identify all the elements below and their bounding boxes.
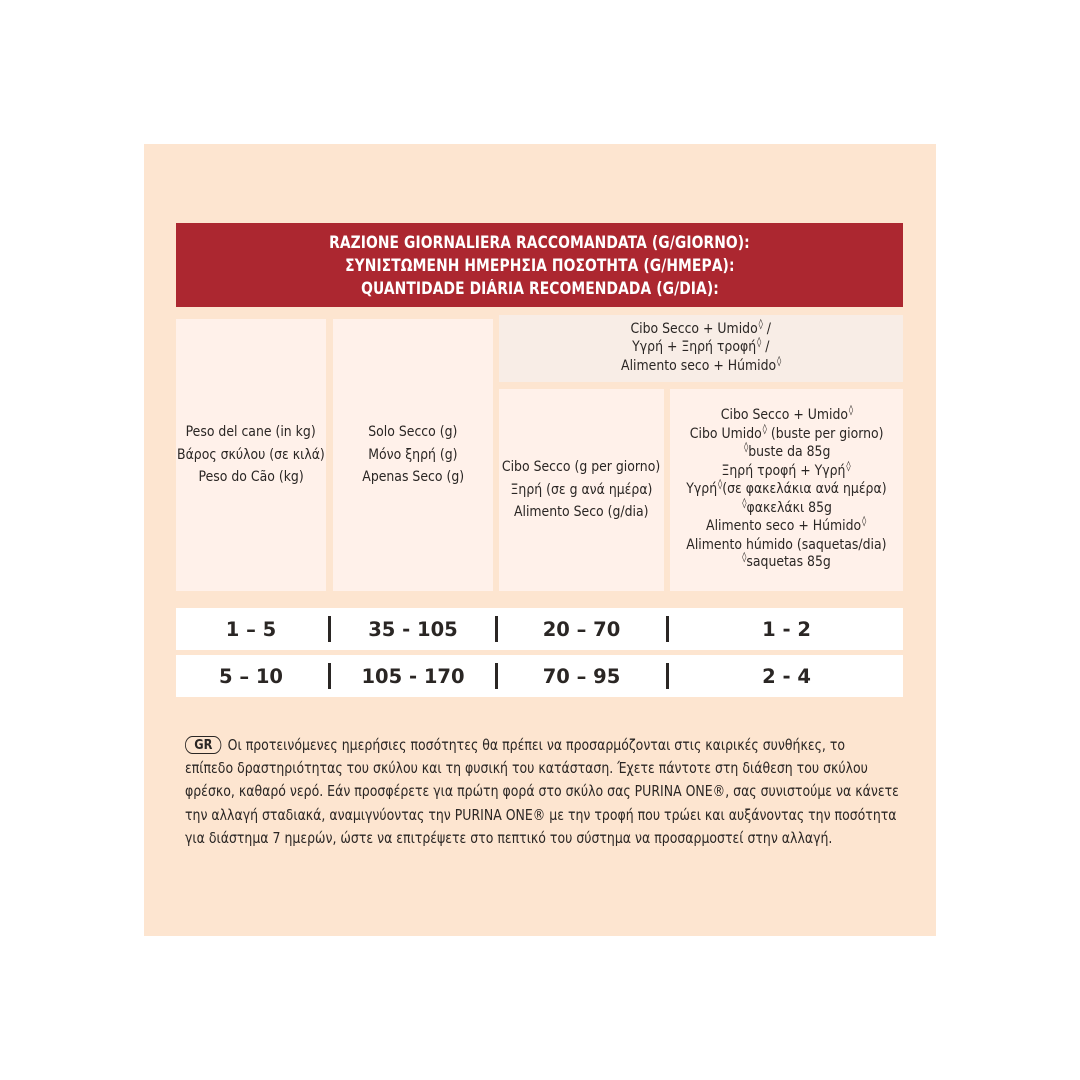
mixed-group-label-pt: Alimento seco + Húmido◊ <box>620 355 782 374</box>
column-header-wet-mixed <box>670 389 903 591</box>
wet-mixed-line-6: ◊φακελάκι 85g <box>742 497 832 516</box>
row-dry-mixed: 20 – 70 <box>542 617 621 641</box>
wet-mixed-line-5: Υγρή◊(σε φακελάκια ανά ημέρα) <box>686 479 887 498</box>
column-group-header-mixed <box>499 315 903 382</box>
weight-label-gr: Βάρος σκύλου (σε κιλά) <box>177 446 325 463</box>
wet-mixed-line-1: Cibo Secco + Umido◊ <box>720 405 853 424</box>
column-header-dry-only <box>333 319 493 591</box>
table-row <box>176 608 903 650</box>
dry-only-label-pt: Apenas Seco (g) <box>362 469 464 486</box>
header-title-pt: QUANTIDADE DIÁRIA RECOMENDADA (G/DIA): <box>360 278 719 298</box>
table-header <box>176 223 903 307</box>
row-dry-only: 35 - 105 <box>368 617 458 641</box>
wet-mixed-line-4: Ξηρή τροφή + Υγρή◊ <box>721 460 852 479</box>
language-badge: GR <box>185 736 222 754</box>
table-row <box>176 655 903 697</box>
mixed-group-label-it: Cibo Secco + Umido◊ / <box>630 318 772 337</box>
column-divider <box>666 663 669 689</box>
wet-mixed-line-3: ◊buste da 85g <box>743 442 831 461</box>
column-divider <box>495 616 498 642</box>
header-title-gr: ΣΥΝΙΣΤΩΜΕΝΗ ΗΜΕΡΗΣΙΑ ΠΟΣΟΤΗΤΑ (G/ΗΜΕΡΑ): <box>344 255 735 275</box>
dry-mixed-label-it: Cibo Secco (g per giorno) <box>502 459 661 476</box>
row-dry-only: 105 - 170 <box>361 664 465 688</box>
feeding-footnote-gr <box>185 734 905 850</box>
column-divider <box>328 663 331 689</box>
wet-mixed-line-7: Alimento seco + Húmido◊ <box>706 516 867 535</box>
row-dry-mixed: 70 – 95 <box>542 664 621 688</box>
row-wet-mixed: 1 - 2 <box>762 617 811 641</box>
dry-mixed-label-gr: Ξηρή (σε g ανά ημέρα) <box>510 481 653 498</box>
wet-mixed-line-9: ◊saquetas 85g <box>742 552 832 571</box>
footnote-line-4: την αλλαγή σταδιακά, αναμιγνύοντας την PURINA ONE® με την τροφή που τρώει και αυξάνοντας την ποσότητα <box>185 806 897 824</box>
column-divider <box>666 616 669 642</box>
dry-only-label-gr: Μόνο ξηρή (g) <box>368 446 458 463</box>
row-weight: 1 – 5 <box>225 617 277 641</box>
wet-mixed-line-8: Alimento húmido (saquetas/dia) <box>686 536 887 553</box>
column-header-dry-mixed <box>499 389 664 591</box>
footnote-line-3: φρέσκο, καθαρό νερό. Εάν προσφέρετε για πρώτη φορά στο σκύλο σας PURINA ONE®, σας συνιστούμε να κάνετε <box>185 783 899 801</box>
column-header-weight <box>176 319 326 591</box>
wet-mixed-line-2: Cibo Umido◊ (buste per giorno) <box>689 423 884 442</box>
row-weight: 5 – 10 <box>218 664 284 688</box>
weight-label-pt: Peso do Cão (kg) <box>198 469 304 486</box>
footnote-line-5: για διάστημα 7 ημερών, ώστε να επιτρέψετε στο πεπτικό του σύστημα να προσαρμοστεί στην αλλαγή. <box>185 829 833 847</box>
dry-mixed-label-pt: Alimento Seco (g/dia) <box>514 504 649 521</box>
weight-label-it: Peso del cane (in kg) <box>185 424 317 441</box>
header-title-it: RAZIONE GIORNALIERA RACCOMANDATA (G/GIORNO): <box>329 232 750 252</box>
dry-only-label-it: Solo Secco (g) <box>368 424 458 441</box>
column-divider <box>328 616 331 642</box>
footnote-line-1: GR Οι προτεινόμενες ημερήσιες ποσότητες θα πρέπει να προσαρμόζονται στις καιρικές συνθήκες, το <box>185 734 793 757</box>
row-wet-mixed: 2 - 4 <box>762 664 811 688</box>
column-divider <box>495 663 498 689</box>
mixed-group-label-gr: Υγρή + Ξηρή τροφή◊ / <box>632 337 770 356</box>
footnote-line-2: επίπεδο δραστηριότητας του σκύλου και τη φυσική του κατάσταση. Έχετε πάντοτε στη διάθεση του σκύλου <box>185 760 868 778</box>
